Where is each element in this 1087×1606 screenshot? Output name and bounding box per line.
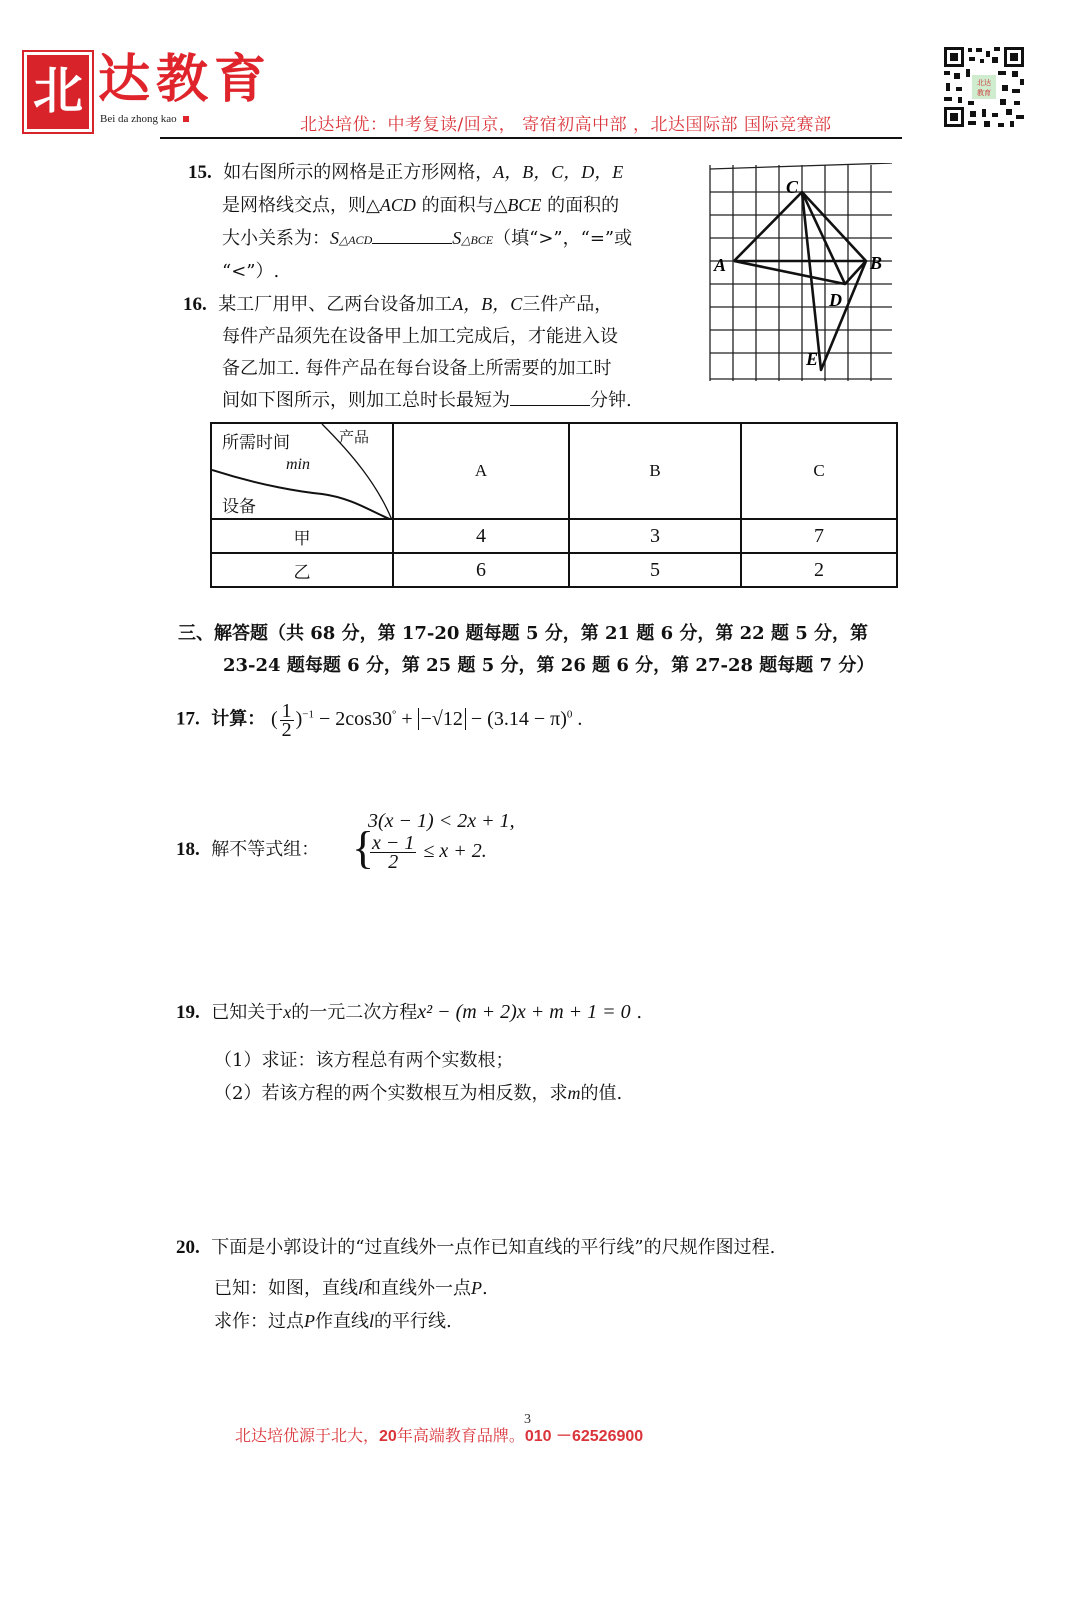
q20-var: l	[369, 1311, 375, 1331]
corner-label-unit: min	[286, 456, 310, 473]
q18-inequality-1: 3(x − 1) < 2x + 1,	[368, 810, 515, 832]
q18	[176, 834, 319, 866]
q16-number: 16.	[183, 294, 207, 315]
q15-text: 的面积与△	[415, 195, 508, 216]
q15-line1	[188, 156, 632, 189]
q18-frac-den: 2	[388, 851, 399, 873]
q15-line4	[188, 256, 632, 288]
q16-line4	[183, 385, 632, 417]
q17-label: 计算：	[211, 708, 266, 730]
q15-number: 15.	[188, 162, 212, 183]
q15-tri-bce: BCE	[507, 195, 542, 215]
column-header-c: C	[741, 423, 897, 519]
q15-answer-blank[interactable]	[372, 225, 452, 244]
q20-text: 已知：如图，直线	[214, 1278, 358, 1299]
q15-vars: A，B，C，D，E	[493, 162, 624, 182]
q15-text: （填“>”，“=”或	[493, 228, 633, 249]
q19-text: 的值.	[580, 1083, 623, 1104]
q17-frac-num: 1	[281, 699, 292, 722]
q16-line2: 每件产品须先在设备甲上加工完成后，才能进入设	[222, 326, 618, 347]
q16-text: 三件产品，	[522, 294, 613, 315]
q15-text: 大小关系为：	[222, 228, 330, 249]
table-cell: 5	[569, 553, 741, 587]
q18-brace-icon: {	[352, 822, 375, 873]
q15	[188, 156, 632, 288]
table-cell: 2	[741, 553, 897, 587]
q17-part: +	[396, 707, 418, 730]
q16-line3: 备乙加工. 每件产品在每台设备上所需要的加工时	[222, 358, 612, 379]
logo-subtitle	[100, 113, 189, 125]
page-number: 3	[524, 1412, 531, 1427]
q20	[176, 1232, 775, 1338]
q17-deg: °	[391, 708, 397, 720]
column-header-b: B	[569, 423, 741, 519]
row-device-jia: 甲	[211, 519, 393, 553]
q20-var: P	[471, 1278, 483, 1298]
header-slogan: 北达培优：中考复读/回京， 寄宿初高中部 ，北达国际部 国际竞赛部	[300, 115, 832, 135]
qr-label-bottom: 教育	[977, 89, 991, 97]
q17-abs: −√12	[418, 708, 466, 730]
q15-text: 的面积的	[541, 195, 620, 216]
q20-number: 20.	[176, 1237, 200, 1258]
q15-grid-figure	[708, 163, 894, 383]
q19-var: m	[567, 1083, 581, 1103]
q15-s-acd: S	[330, 228, 339, 248]
q15-tri-acd: ACD	[379, 195, 416, 215]
table-cell: 3	[569, 519, 741, 553]
section-3-line1: 三、解答题（共 68 分，第 17-20 题每题 5 分，第 21 题 6 分，第 22 题 5 分，第	[178, 623, 869, 644]
q20-known	[176, 1272, 775, 1305]
logo-square-icon	[183, 116, 189, 122]
q20-var: l	[358, 1278, 364, 1298]
table-cell: 6	[393, 553, 569, 587]
q20-text: 求作：过点	[214, 1311, 304, 1332]
q16-line1	[183, 288, 632, 321]
q15-s-acd-sub: △ACD	[339, 233, 373, 247]
q20-text: .	[482, 1278, 488, 1299]
q18-fraction	[370, 834, 416, 871]
q18-number: 18.	[176, 839, 200, 860]
header-divider	[160, 137, 902, 139]
q15-text: 是网格线交点，则△	[222, 195, 380, 216]
q17-exp: 0	[566, 708, 573, 720]
point-label-c: C	[786, 177, 799, 197]
q19-part-2	[176, 1077, 642, 1110]
q18-inequality-2	[368, 834, 515, 871]
logo-text: 达教育	[98, 49, 273, 110]
q17-part: .	[572, 707, 583, 730]
q17-part: − (3.14 − π)	[465, 707, 567, 730]
table-cell: 7	[741, 519, 897, 553]
q15-line2	[188, 189, 632, 222]
q16-vars: A，B，C	[452, 294, 523, 314]
q18-system	[368, 808, 515, 871]
q16-text: 某工厂用甲、乙两台设备加工	[218, 294, 453, 315]
q20-text: 的平行线.	[374, 1311, 452, 1332]
q19-text: .	[630, 1002, 643, 1023]
logo-subtitle-text: Bei da zhong kao	[100, 113, 177, 125]
q17	[176, 698, 582, 739]
footer-years: 20	[379, 1428, 397, 1445]
q19-part-1: （1）求证：该方程总有两个实数根；	[214, 1050, 514, 1071]
q17-part: − 2cos30	[314, 707, 392, 730]
q18-frac-num: x − 1	[372, 832, 415, 854]
corner-label-device: 设备	[222, 497, 256, 517]
row-device-yi: 乙	[211, 553, 393, 587]
q16-answer-blank[interactable]	[510, 387, 590, 406]
footer-text	[235, 1423, 643, 1446]
q19-number: 19.	[176, 1002, 200, 1023]
q15-s-bce: S	[452, 228, 462, 248]
section-3-heading	[178, 618, 874, 682]
q19-equation: x² − (m + 2)x + m + 1 = 0	[417, 1001, 631, 1023]
column-header-a: A	[393, 423, 569, 519]
q19-stem	[176, 996, 642, 1029]
q19-var: x	[283, 1002, 292, 1022]
q20-text: 和直线外一点	[363, 1278, 472, 1299]
q17-number: 17.	[176, 708, 200, 730]
q17-fraction	[280, 699, 294, 741]
q20-var: P	[304, 1311, 315, 1331]
q19-text: 已知关于	[211, 1002, 284, 1023]
q17-expression: ( $\frac{1}{2}$ )$^{-1} - 2\cos 30^\circ + -√12 - (3.14 - \pi)^0$ .	[270, 699, 583, 741]
q20-stem	[176, 1232, 775, 1264]
table-cell: 4	[393, 519, 569, 553]
q19-text: 的一元二次方程	[291, 1002, 418, 1023]
qr-code-icon	[942, 45, 1026, 129]
q20-text: 下面是小郭设计的“过直线外一点作已知直线的平行线”的尺规作图过程.	[211, 1237, 776, 1258]
footer-part: 北达培优源于北大，	[235, 1426, 380, 1445]
logo-char: 北	[33, 61, 83, 120]
footer-phone: 010 －62526900	[524, 1428, 644, 1445]
footer-part: 年高端教育品牌。	[396, 1426, 525, 1445]
corner-label-time: 所需时间	[222, 433, 290, 453]
table-row	[211, 519, 897, 553]
q16-text: 间如下图所示，则加工总时长最短为	[222, 390, 510, 411]
q15-text: 如右图所示的网格是正方形网格，	[223, 162, 494, 183]
q18-ineq-rest: ≤ x + 2.	[418, 840, 487, 863]
q15-s-bce-sub: △BCE	[461, 233, 494, 247]
section-3-line2: 23-24 题每题 6 分，第 25 题 5 分，第 26 题 6 分，第 27-28 题每题 7 分）	[223, 655, 875, 676]
q18-label: 解不等式组：	[211, 839, 320, 860]
point-label-d: D	[829, 290, 842, 310]
q19	[176, 996, 642, 1110]
qr-label-top: 北达	[977, 79, 991, 87]
table-header-row	[211, 423, 897, 519]
q20-text: 作直线	[315, 1311, 369, 1332]
q20-task	[176, 1305, 775, 1338]
q16	[183, 288, 632, 417]
q15-text: “<”）.	[222, 261, 280, 282]
logo-mark	[24, 52, 92, 132]
point-label-e: E	[806, 349, 819, 369]
q16-time-table	[210, 422, 898, 588]
q17-frac-den: 2	[281, 718, 292, 741]
q17-exp: −1	[302, 708, 314, 720]
q15-line3	[188, 222, 632, 256]
point-label-b: B	[870, 253, 883, 273]
q19-text: （2）若该方程的两个实数根互为相反数，求	[214, 1083, 568, 1104]
point-label-a: A	[714, 255, 727, 275]
q17-part: )	[295, 707, 303, 730]
table-row	[211, 553, 897, 587]
q16-text: 分钟.	[590, 390, 632, 411]
table-corner-cell	[211, 423, 393, 519]
corner-label-product: 产品	[339, 428, 370, 446]
